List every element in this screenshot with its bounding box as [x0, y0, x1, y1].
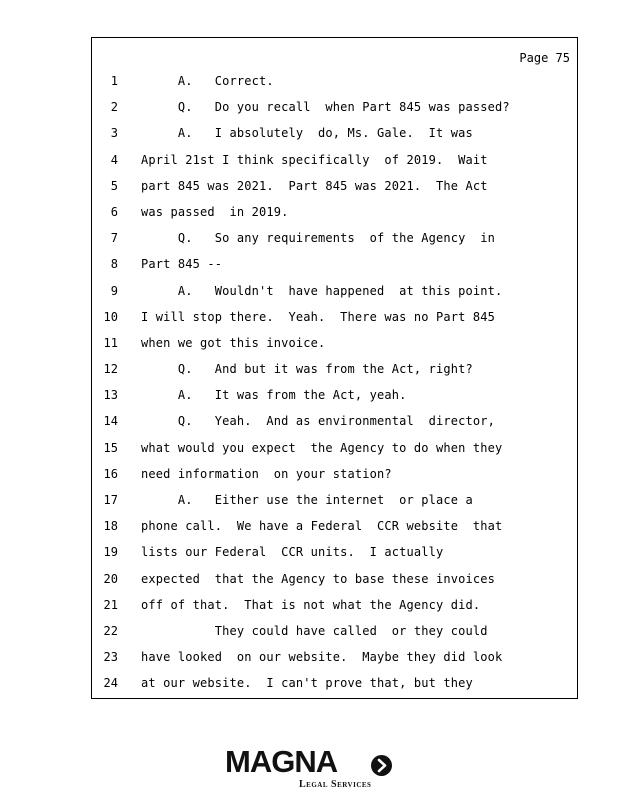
transcript-page	[91, 37, 578, 699]
line-number: 7	[110, 231, 118, 246]
line-text: part 845 was 2021. Part 845 was 2021. The Act	[141, 178, 488, 193]
line-text: A. It was from the Act, yeah.	[141, 388, 407, 403]
line-text: A. Wouldn't have happened at this point.	[141, 283, 503, 298]
line-text: Part 845 --	[141, 257, 223, 272]
line-number: 12	[103, 362, 118, 377]
line-number: 3	[110, 126, 118, 141]
transcript-line	[92, 618, 577, 644]
transcript-line	[92, 487, 577, 513]
transcript-line	[92, 173, 577, 199]
page-number: Page 75	[519, 51, 570, 65]
line-text: have looked on our website. Maybe they did look	[141, 650, 503, 665]
line-text: A. Correct.	[141, 74, 274, 88]
line-number: 18	[103, 519, 118, 534]
transcript-line	[92, 513, 577, 539]
chevron-right-icon	[371, 755, 392, 776]
line-number: 14	[103, 414, 118, 429]
line-text: A. I absolutely do, Ms. Gale. It was	[141, 126, 473, 141]
transcript-line	[92, 382, 577, 408]
transcript-line	[92, 304, 577, 330]
logo-subtitle: Legal Services	[299, 779, 372, 790]
line-number: 17	[103, 493, 118, 507]
line-number: 8	[110, 257, 118, 272]
transcript-line	[92, 356, 577, 382]
line-text: phone call. We have a Federal CCR website that	[141, 519, 503, 534]
line-text: was passed in 2019.	[141, 204, 289, 219]
line-text: Q. Yeah. And as environmental director,	[141, 414, 495, 429]
transcript-line	[92, 566, 577, 592]
transcript-line	[92, 251, 577, 277]
line-text: I will stop there. Yeah. There was no Part 845	[141, 309, 495, 324]
transcript-line	[92, 147, 577, 173]
transcript-lines	[92, 68, 577, 697]
line-number: 1	[110, 74, 118, 88]
line-number: 21	[103, 597, 118, 612]
transcript-line	[92, 94, 577, 120]
transcript-line	[92, 120, 577, 146]
line-text: Q. And but it was from the Act, right?	[141, 362, 473, 377]
line-number: 15	[103, 440, 118, 455]
line-number: 9	[110, 283, 118, 298]
transcript-line	[92, 670, 577, 696]
line-text: what would you expect the Agency to do when they	[141, 440, 503, 455]
line-number: 13	[103, 388, 118, 403]
line-number: 5	[110, 178, 118, 193]
line-text: need information on your station?	[141, 466, 392, 481]
transcript-line	[92, 592, 577, 618]
transcript-line	[92, 199, 577, 225]
line-text: Q. Do you recall when Part 845 was passed?	[141, 100, 510, 115]
transcript-line	[92, 461, 577, 487]
transcript-line	[92, 539, 577, 565]
magna-logo	[223, 744, 395, 792]
line-number: 23	[103, 650, 118, 665]
transcript-line	[92, 68, 577, 94]
line-text: They could have called or they could	[141, 623, 488, 638]
line-number: 16	[103, 466, 118, 481]
line-number: 6	[110, 204, 118, 219]
logo-wordmark: MAGNA	[225, 744, 338, 779]
line-number: 20	[103, 571, 118, 586]
transcript-line	[92, 408, 577, 434]
line-number: 2	[110, 100, 118, 115]
transcript-line	[92, 435, 577, 461]
line-text: expected that the Agency to base these invoices	[141, 571, 495, 586]
line-number: 4	[110, 152, 118, 167]
line-text: off of that. That is not what the Agency did.	[141, 597, 481, 612]
line-text: lists our Federal CCR units. I actually	[141, 545, 444, 560]
line-number: 19	[103, 545, 118, 560]
line-text: when we got this invoice.	[141, 335, 326, 350]
line-number: 11	[103, 335, 118, 350]
line-number: 10	[103, 309, 118, 324]
line-text: A. Either use the internet or place a	[141, 493, 473, 507]
transcript-line	[92, 278, 577, 304]
transcript-line	[92, 644, 577, 670]
line-text: April 21st I think specifically of 2019. Wait	[141, 152, 488, 167]
line-number: 22	[103, 623, 118, 638]
transcript-line	[92, 330, 577, 356]
line-number: 24	[103, 676, 118, 691]
line-text: at our website. I can't prove that, but they	[141, 676, 473, 691]
transcript-line	[92, 225, 577, 251]
line-text: Q. So any requirements of the Agency in	[141, 231, 495, 246]
